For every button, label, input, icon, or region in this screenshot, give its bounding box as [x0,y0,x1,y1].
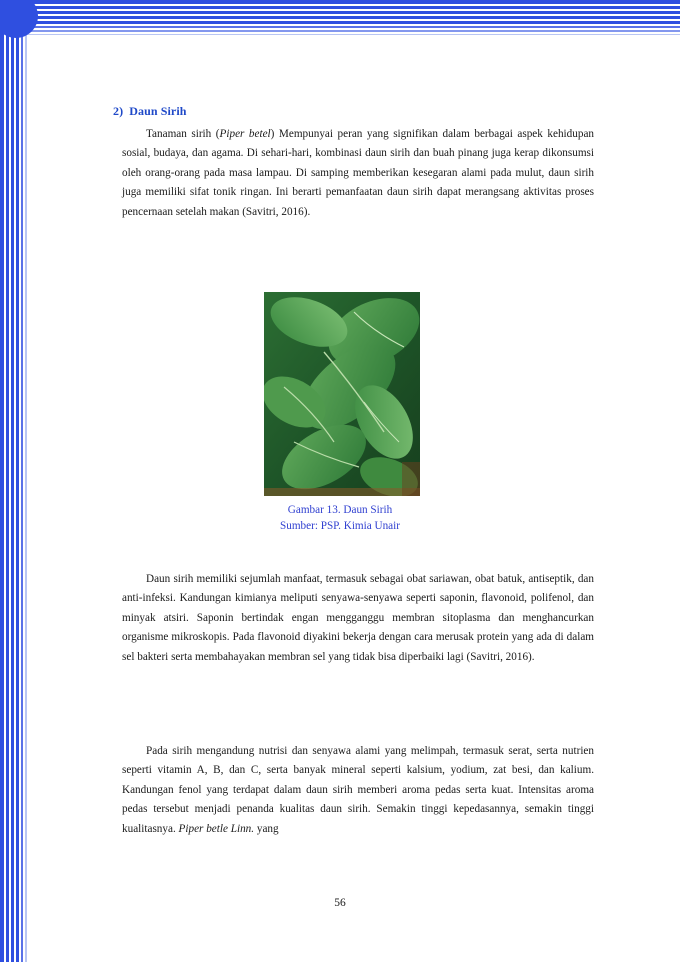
figure-caption-title: Gambar 13. Daun Sirih [287,504,393,516]
sidebar-stripes [0,0,28,962]
section-title: Daun Sirih [129,104,187,118]
figure-caption [240,502,440,534]
paragraph-3-block [122,742,594,839]
page-number: 56 [334,897,346,909]
section-number: 2) [113,104,124,118]
figure-caption-source: Sumber: PSP. Kimia Unair [280,520,400,532]
paragraph-2-block [122,570,594,667]
section-content [113,104,595,222]
paragraph-3-text-b: yang [254,822,279,835]
species-name: Piper betel [219,128,271,140]
betel-leaf-photo [264,292,420,496]
species-name-latin: Piper betle Linn. [178,822,255,835]
paragraph-1-text-a: Tanaman sirih ( [146,128,220,140]
paragraph-3 [122,742,594,839]
section-heading [113,104,594,119]
header-stripes [0,0,680,44]
paragraph-1-text-b: ) Mempunyai peran yang signifikan dalam berbagai aspek kehidupan sosial, budaya, dan agama. Di sehari-hari, kombinasi daun sirih dan buah pinang juga kerap dikonsumsi oleh orang-orang pada masa lampau. Di samping memberikan kesegaran alami pada mulut, daun sirih juga memiliki sifat tonik ringan. Ini berarti pemanfaatan daun sirih dapat merangsang aktivitas proses pencernaan setelah makan (Savitri, 2016). [122,128,595,218]
paragraph-1 [122,125,594,222]
paragraph-3-text-a: Pada sirih mengandung nutrisi dan senyawa alami yang melimpah, termasuk serat, serta nutrien seperti vitamin A, B, dan C, serta banyak mineral seperti kalsium, yodium, zat besi, dan kalium. Kandungan fenol yang terdapat dalam daun sirih memberi aroma pedas serta kuat. Intensitas aroma pedas tersebut menjadi penanda kualitas daun sirih. Semakin tinggi kepedasannya, semakin tinggi kualitasnya. [122,745,594,835]
paragraph-2: Daun sirih memiliki sejumlah manfaat, termasuk sebagai obat sariawan, obat batuk, antiseptik, dan anti-infeksi. Kandungan kimianya meliputi senyawa-senyawa seperti saponin, flavonoid, polifenol, dan minyak atsiri. Saponin bertindak engan mengganggu membran sitoplasma dan menghancurkan organisme mikroskopis. Pada flavonoid diyakini bekerja dengan cara merusak protein yang ada di dalam sel bakteri serta membahayakan membran sel yang tidak bisa diperbaiki lagi (Savitri, 2016). [122,573,594,663]
